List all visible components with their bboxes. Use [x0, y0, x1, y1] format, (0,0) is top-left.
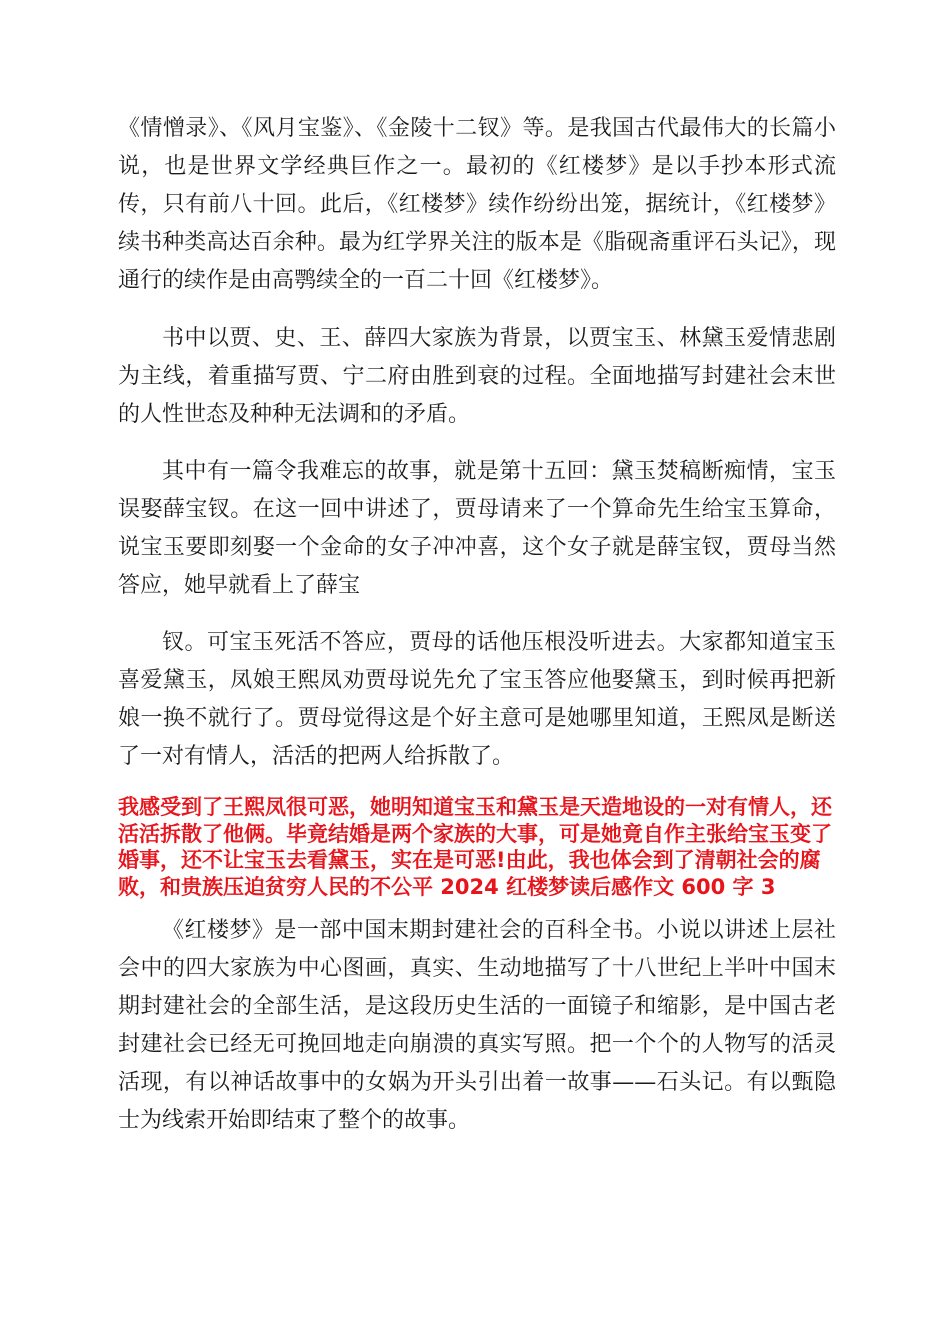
paragraph-story: 其中有一篇令我难忘的故事，就是第十五回：黛玉焚稿断痴情，宝玉误娶薛宝钗。在这一回中讲述了，贾母请来了一个算命先生给宝玉算命，说宝玉要即刻娶一个金命的女子冲冲喜，这个女子就是薛宝钗，贾母当然答应，她早就看上了薛宝	[118, 459, 836, 598]
document-body	[118, 110, 836, 1140]
paragraph-background: 书中以贾、史、王、薛四大家族为背景，以贾宝玉、林黛玉爱情悲剧为主线，着重描写贾、宁二府由胜到衰的过程。全面地描写封建社会末世的人性世态及种种无法调和的矛盾。	[118, 326, 836, 427]
highlight-reflection: 我感受到了王熙凤很可恶，她明知道宝玉和黛玉是天造地设的一对有情人，还活活拆散了他俩。毕竟结婚是两个家族的大事，可是她竟自作主张给宝玉变了婚事，还不让宝玉去看黛玉，实在是可恶!由此，我也体会到了清朝社会的腐败，和贵族压迫贫穷人民的不公平 2024 红楼梦读后感作文 600 字 3	[118, 795, 832, 899]
paragraph-story-continued: 钗。可宝玉死活不答应，贾母的话他压根没听进去。大家都知道宝玉喜爱黛玉，凤娘王熙凤劝贾母说先允了宝玉答应他娶黛玉，到时候再把新娘一换不就行了。贾母觉得这是个好主意可是她哪里知道，王熙凤是断送了一对有情人，活活的把两人给拆散了。	[118, 630, 836, 769]
paragraph-encyclopedia: 《红楼梦》是一部中国末期封建社会的百科全书。小说以讲述上层社会中的四大家族为中心图画，真实、生动地描写了十八世纪上半叶中国末期封建社会的全部生活，是这段历史生活的一面镜子和缩影，是中国古老封建社会已经无可挽回地走向崩溃的真实写照。把一个个的人物写的活灵活现，有以神话故事中的女娲为开头引出着一故事——石头记。有以甄隐士为线索开始即结束了整个的故事。	[118, 918, 836, 1133]
paragraph-intro: 《情憎录》、《风月宝鉴》、《金陵十二钗》等。是我国古代最伟大的长篇小说，也是世界文学经典巨作之一。最初的《红楼梦》是以手抄本形式流传，只有前八十回。此后，《红楼梦》续作纷纷出笼，据统计，《红楼梦》续书种类高达百余种。最为红学界关注的版本是《脂砚斋重评石头记》，现通行的续作是由高鹗续全的一百二十回《红楼梦》。	[118, 116, 836, 293]
